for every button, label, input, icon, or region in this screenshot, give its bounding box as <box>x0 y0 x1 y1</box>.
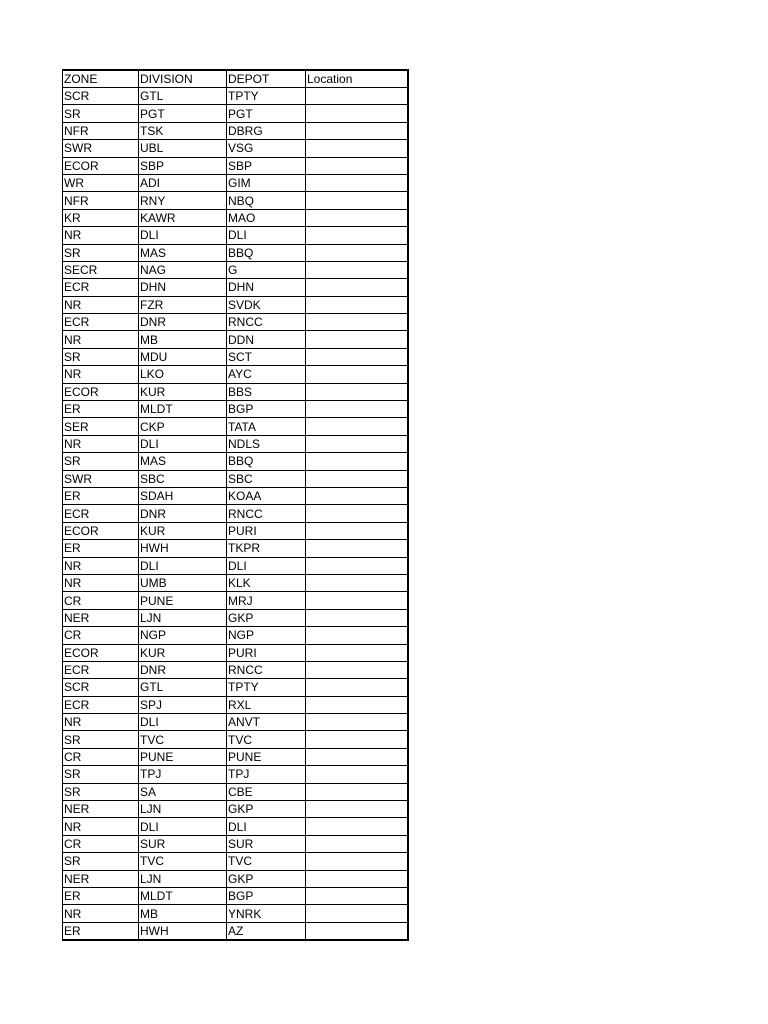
division-cell[interactable]: UMB <box>139 574 227 591</box>
table-row <box>63 279 408 296</box>
division-cell[interactable]: ADI <box>139 174 227 191</box>
depot-cell[interactable]: GKP <box>227 801 306 818</box>
table-row <box>63 487 408 504</box>
table-row <box>63 401 408 418</box>
zone-cell[interactable]: ECR <box>63 661 139 678</box>
division-cell[interactable]: DLI <box>139 435 227 452</box>
division-cell[interactable]: CKP <box>139 418 227 435</box>
zone-cell[interactable]: WR <box>63 174 139 191</box>
table-row <box>63 140 408 157</box>
location-cell[interactable] <box>306 627 408 644</box>
table-row <box>63 88 408 105</box>
table-row <box>63 435 408 452</box>
zone-cell[interactable]: NER <box>63 801 139 818</box>
location-cell[interactable] <box>306 574 408 591</box>
division-cell[interactable]: SA <box>139 783 227 800</box>
location-cell[interactable] <box>306 366 408 383</box>
division-cell[interactable]: SBC <box>139 470 227 487</box>
depot-cell[interactable]: PURI <box>227 522 306 539</box>
division-cell[interactable]: TVC <box>139 731 227 748</box>
zone-cell[interactable]: CR <box>63 627 139 644</box>
location-cell[interactable] <box>306 592 408 609</box>
zone-cell[interactable]: ER <box>63 540 139 557</box>
table-row <box>63 418 408 435</box>
location-cell[interactable] <box>306 505 408 522</box>
zone-cell[interactable]: NFR <box>63 192 139 209</box>
depot-cell[interactable]: BGP <box>227 401 306 418</box>
table-row <box>63 644 408 661</box>
depot-cell[interactable]: BBQ <box>227 244 306 261</box>
table-row <box>63 870 408 887</box>
division-cell[interactable]: MB <box>139 905 227 922</box>
table-row <box>63 209 408 226</box>
table-row <box>63 227 408 244</box>
depot-cell[interactable]: KOAA <box>227 487 306 504</box>
zone-cell[interactable]: SER <box>63 418 139 435</box>
table-row <box>63 801 408 818</box>
zone-cell[interactable]: NR <box>63 905 139 922</box>
depot-cell[interactable]: TPTY <box>227 679 306 696</box>
depot-cell[interactable]: MRJ <box>227 592 306 609</box>
location-cell[interactable] <box>306 487 408 504</box>
depot-cell[interactable]: NGP <box>227 627 306 644</box>
division-cell[interactable]: LJN <box>139 609 227 626</box>
division-cell[interactable]: DLI <box>139 227 227 244</box>
division-cell[interactable]: SUR <box>139 835 227 852</box>
depot-cell[interactable]: AZ <box>227 922 306 940</box>
division-cell[interactable]: MLDT <box>139 887 227 904</box>
table-row <box>63 887 408 904</box>
depot-cell[interactable]: NDLS <box>227 435 306 452</box>
zone-cell[interactable]: NR <box>63 574 139 591</box>
table-row <box>63 627 408 644</box>
location-cell[interactable] <box>306 227 408 244</box>
division-cell[interactable]: KUR <box>139 644 227 661</box>
zone-cell[interactable]: SCR <box>63 88 139 105</box>
table-row <box>63 105 408 122</box>
location-cell[interactable] <box>306 522 408 539</box>
depot-cell[interactable]: DLI <box>227 227 306 244</box>
division-cell[interactable]: MLDT <box>139 401 227 418</box>
table-row <box>63 835 408 852</box>
zone-cell[interactable]: ECR <box>63 279 139 296</box>
location-cell[interactable] <box>306 818 408 835</box>
zone-cell[interactable]: CR <box>63 592 139 609</box>
table-row <box>63 679 408 696</box>
depot-cell[interactable]: DDN <box>227 331 306 348</box>
table-row <box>63 522 408 539</box>
table-row <box>63 174 408 191</box>
depot-cell[interactable]: DHN <box>227 279 306 296</box>
location-cell[interactable] <box>306 105 408 122</box>
division-cell[interactable]: PUNE <box>139 592 227 609</box>
location-cell[interactable] <box>306 157 408 174</box>
zone-cell[interactable]: ER <box>63 401 139 418</box>
table-row <box>63 192 408 209</box>
depot-cell[interactable]: SUR <box>227 835 306 852</box>
zone-cell[interactable]: ECOR <box>63 522 139 539</box>
depot-cell[interactable]: SVDK <box>227 296 306 313</box>
zone-cell[interactable]: SWR <box>63 470 139 487</box>
depot-table <box>62 69 409 941</box>
table-row <box>63 748 408 765</box>
depot-cell[interactable]: SCT <box>227 348 306 365</box>
location-cell[interactable] <box>306 174 408 191</box>
location-cell[interactable] <box>306 661 408 678</box>
table-row <box>63 905 408 922</box>
depot-cell[interactable]: SBP <box>227 157 306 174</box>
zone-cell[interactable]: KR <box>63 209 139 226</box>
zone-cell[interactable]: ECR <box>63 696 139 713</box>
depot-cell[interactable]: BBQ <box>227 453 306 470</box>
division-cell[interactable]: KAWR <box>139 209 227 226</box>
location-cell[interactable] <box>306 540 408 557</box>
division-cell[interactable]: LKO <box>139 366 227 383</box>
table-row <box>63 853 408 870</box>
division-cell[interactable]: HWH <box>139 540 227 557</box>
location-cell[interactable] <box>306 679 408 696</box>
depot-cell[interactable]: RNCC <box>227 314 306 331</box>
depot-cell[interactable]: ANVT <box>227 714 306 731</box>
depot-cell[interactable]: PGT <box>227 105 306 122</box>
depot-cell[interactable]: VSG <box>227 140 306 157</box>
division-cell[interactable]: GTL <box>139 88 227 105</box>
depot-cell[interactable]: G <box>227 261 306 278</box>
table-row <box>63 296 408 313</box>
location-cell[interactable] <box>306 209 408 226</box>
location-cell[interactable] <box>306 348 408 365</box>
table-row <box>63 731 408 748</box>
division-cell[interactable]: LJN <box>139 801 227 818</box>
division-cell[interactable]: SDAH <box>139 487 227 504</box>
location-cell[interactable] <box>306 644 408 661</box>
division-cell[interactable]: MDU <box>139 348 227 365</box>
depot-cell[interactable]: SBC <box>227 470 306 487</box>
division-cell[interactable]: DLI <box>139 557 227 574</box>
depot-cell[interactable]: TATA <box>227 418 306 435</box>
division-cell[interactable]: UBL <box>139 140 227 157</box>
depot-cell[interactable]: RXL <box>227 696 306 713</box>
table-row <box>63 331 408 348</box>
division-cell[interactable]: MB <box>139 331 227 348</box>
depot-cell[interactable]: TPTY <box>227 88 306 105</box>
location-cell[interactable] <box>306 383 408 400</box>
zone-cell[interactable]: SR <box>63 731 139 748</box>
zone-cell[interactable]: NR <box>63 818 139 835</box>
location-cell[interactable] <box>306 296 408 313</box>
zone-cell[interactable]: SECR <box>63 261 139 278</box>
table-row <box>63 696 408 713</box>
location-cell[interactable] <box>306 748 408 765</box>
location-cell[interactable] <box>306 905 408 922</box>
table-row <box>63 383 408 400</box>
header-row <box>63 70 408 88</box>
zone-cell[interactable]: SR <box>63 853 139 870</box>
table-row <box>63 574 408 591</box>
table-row <box>63 122 408 139</box>
table-row <box>63 505 408 522</box>
depot-cell[interactable]: DBRG <box>227 122 306 139</box>
division-cell[interactable]: TSK <box>139 122 227 139</box>
zone-cell[interactable]: CR <box>63 835 139 852</box>
zone-cell[interactable]: ER <box>63 922 139 940</box>
division-cell[interactable]: MAS <box>139 453 227 470</box>
depot-cell[interactable]: KLK <box>227 574 306 591</box>
depot-cell[interactable]: CBE <box>227 783 306 800</box>
division-cell[interactable]: DNR <box>139 505 227 522</box>
zone-cell[interactable]: SR <box>63 244 139 261</box>
location-cell[interactable] <box>306 279 408 296</box>
depot-cell[interactable]: PURI <box>227 644 306 661</box>
table-row <box>63 592 408 609</box>
zone-cell[interactable]: SR <box>63 348 139 365</box>
header-depot[interactable]: DEPOT <box>227 70 306 88</box>
location-cell[interactable] <box>306 418 408 435</box>
zone-cell[interactable]: NR <box>63 435 139 452</box>
location-cell[interactable] <box>306 731 408 748</box>
zone-cell[interactable]: SCR <box>63 679 139 696</box>
depot-cell[interactable]: MAO <box>227 209 306 226</box>
location-cell[interactable] <box>306 714 408 731</box>
table-row <box>63 157 408 174</box>
location-cell[interactable] <box>306 766 408 783</box>
zone-cell[interactable]: NR <box>63 557 139 574</box>
header-location[interactable]: Location <box>306 70 408 88</box>
zone-cell[interactable]: NR <box>63 227 139 244</box>
location-cell[interactable] <box>306 801 408 818</box>
table-row <box>63 366 408 383</box>
division-cell[interactable]: DNR <box>139 661 227 678</box>
table-row <box>63 766 408 783</box>
depot-cell[interactable]: GKP <box>227 870 306 887</box>
table-row <box>63 540 408 557</box>
location-cell[interactable] <box>306 853 408 870</box>
zone-cell[interactable]: NFR <box>63 122 139 139</box>
depot-cell[interactable]: PUNE <box>227 748 306 765</box>
zone-cell[interactable]: ECOR <box>63 644 139 661</box>
zone-cell[interactable]: NER <box>63 609 139 626</box>
division-cell[interactable]: NAG <box>139 261 227 278</box>
depot-cell[interactable]: DLI <box>227 818 306 835</box>
depot-cell[interactable]: BBS <box>227 383 306 400</box>
depot-cell[interactable]: GKP <box>227 609 306 626</box>
division-cell[interactable]: FZR <box>139 296 227 313</box>
table-row <box>63 714 408 731</box>
division-cell[interactable]: HWH <box>139 922 227 940</box>
table-row <box>63 661 408 678</box>
division-cell[interactable]: RNY <box>139 192 227 209</box>
depot-cell[interactable]: TVC <box>227 853 306 870</box>
zone-cell[interactable]: ECR <box>63 505 139 522</box>
table-row <box>63 453 408 470</box>
location-cell[interactable] <box>306 557 408 574</box>
table-row <box>63 783 408 800</box>
division-cell[interactable]: TVC <box>139 853 227 870</box>
location-cell[interactable] <box>306 696 408 713</box>
zone-cell[interactable]: CR <box>63 748 139 765</box>
zone-cell[interactable]: ECOR <box>63 157 139 174</box>
table-row <box>63 922 408 940</box>
division-cell[interactable]: KUR <box>139 522 227 539</box>
division-cell[interactable]: SBP <box>139 157 227 174</box>
header-division[interactable]: DIVISION <box>139 70 227 88</box>
header-zone[interactable]: ZONE <box>63 70 139 88</box>
depot-cell[interactable]: GIM <box>227 174 306 191</box>
location-cell[interactable] <box>306 783 408 800</box>
division-cell[interactable]: KUR <box>139 383 227 400</box>
depot-cell[interactable]: TKPR <box>227 540 306 557</box>
location-cell[interactable] <box>306 435 408 452</box>
table-row <box>63 818 408 835</box>
depot-cell[interactable]: RNCC <box>227 505 306 522</box>
zone-cell[interactable]: SR <box>63 105 139 122</box>
zone-cell[interactable]: NR <box>63 714 139 731</box>
zone-cell[interactable]: NR <box>63 331 139 348</box>
location-cell[interactable] <box>306 609 408 626</box>
location-cell[interactable] <box>306 870 408 887</box>
location-cell[interactable] <box>306 470 408 487</box>
depot-cell[interactable]: AYC <box>227 366 306 383</box>
table-row <box>63 244 408 261</box>
division-cell[interactable]: PUNE <box>139 748 227 765</box>
division-cell[interactable]: DLI <box>139 714 227 731</box>
location-cell[interactable] <box>306 244 408 261</box>
division-cell[interactable]: LJN <box>139 870 227 887</box>
division-cell[interactable]: DNR <box>139 314 227 331</box>
table-row <box>63 470 408 487</box>
zone-cell[interactable]: NER <box>63 870 139 887</box>
depot-cell[interactable]: TVC <box>227 731 306 748</box>
depot-cell[interactable]: YNRK <box>227 905 306 922</box>
table-body <box>63 88 408 941</box>
zone-cell[interactable]: SR <box>63 453 139 470</box>
depot-cell[interactable]: TPJ <box>227 766 306 783</box>
division-cell[interactable]: DLI <box>139 818 227 835</box>
zone-cell[interactable]: SR <box>63 783 139 800</box>
zone-cell[interactable]: ER <box>63 487 139 504</box>
division-cell[interactable]: PGT <box>139 105 227 122</box>
division-cell[interactable]: NGP <box>139 627 227 644</box>
zone-cell[interactable]: SR <box>63 766 139 783</box>
location-cell[interactable] <box>306 140 408 157</box>
depot-cell[interactable]: NBQ <box>227 192 306 209</box>
zone-cell[interactable]: NR <box>63 296 139 313</box>
zone-cell[interactable]: ECR <box>63 314 139 331</box>
location-cell[interactable] <box>306 887 408 904</box>
zone-cell[interactable]: ECOR <box>63 383 139 400</box>
table-row <box>63 557 408 574</box>
location-cell[interactable] <box>306 192 408 209</box>
depot-cell[interactable]: DLI <box>227 557 306 574</box>
division-cell[interactable]: TPJ <box>139 766 227 783</box>
zone-cell[interactable]: ER <box>63 887 139 904</box>
location-cell[interactable] <box>306 453 408 470</box>
table-row <box>63 314 408 331</box>
location-cell[interactable] <box>306 122 408 139</box>
division-cell[interactable]: DHN <box>139 279 227 296</box>
location-cell[interactable] <box>306 835 408 852</box>
depot-cell[interactable]: RNCC <box>227 661 306 678</box>
location-cell[interactable] <box>306 401 408 418</box>
division-cell[interactable]: GTL <box>139 679 227 696</box>
table-row <box>63 261 408 278</box>
location-cell[interactable] <box>306 331 408 348</box>
location-cell[interactable] <box>306 261 408 278</box>
location-cell[interactable] <box>306 88 408 105</box>
zone-cell[interactable]: SWR <box>63 140 139 157</box>
table-row <box>63 348 408 365</box>
location-cell[interactable] <box>306 314 408 331</box>
division-cell[interactable]: MAS <box>139 244 227 261</box>
depot-cell[interactable]: BGP <box>227 887 306 904</box>
zone-cell[interactable]: NR <box>63 366 139 383</box>
table-row <box>63 609 408 626</box>
location-cell[interactable] <box>306 922 408 940</box>
division-cell[interactable]: SPJ <box>139 696 227 713</box>
